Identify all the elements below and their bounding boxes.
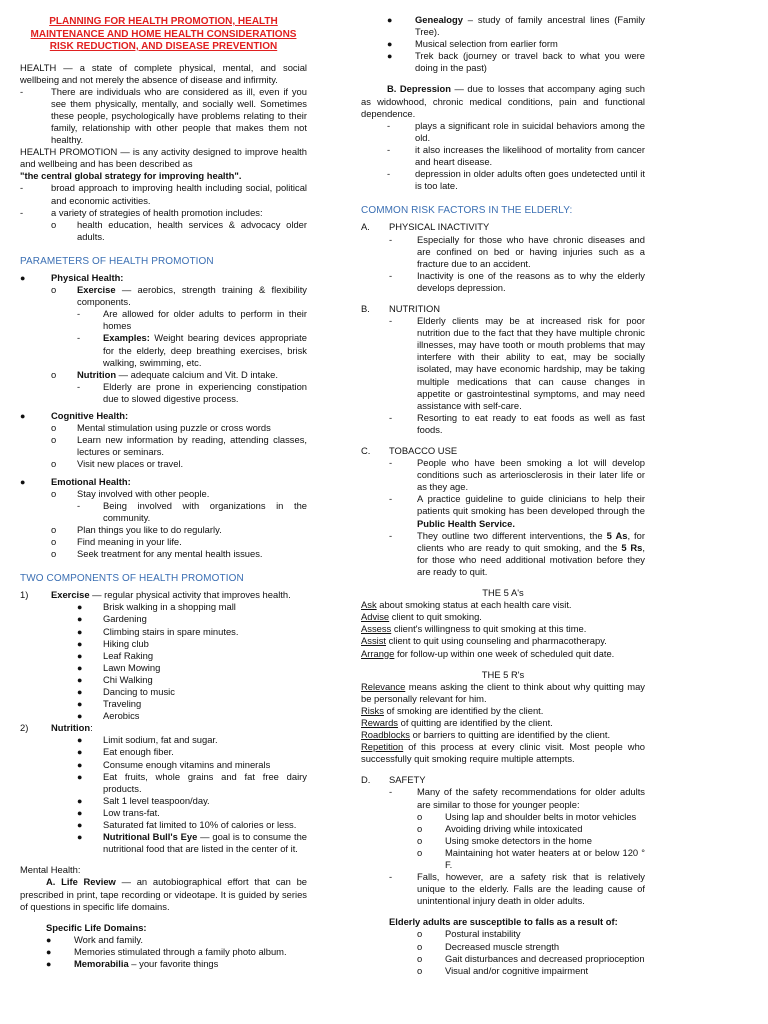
mental-health-label: Mental Health: bbox=[20, 864, 81, 876]
list-item: ● Saturated fat limited to 10% of calories or less. bbox=[77, 819, 297, 831]
list-item: 1) Exercise — regular physical activity that improves health. bbox=[20, 589, 291, 601]
five-r-item: Risks of smoking are identified by the client. bbox=[361, 704, 544, 716]
risk-factor-heading: A. PHYSICAL INACTIVITY bbox=[361, 221, 490, 233]
document-title: PLANNING FOR HEALTH PROMOTION, HEALTH MAINTENANCE AND HOME HEALTH CONSIDERATIONS RISK REDUCTION, AND DISEASE PREVENTION bbox=[30, 16, 297, 52]
list-item: o Stay involved with other people. bbox=[51, 487, 210, 499]
list-item: - A practice guideline to guide clinicians to help their patients quit smoking has been developed through the Public Health Service. bbox=[389, 493, 645, 529]
risk-factor-heading: B. NUTRITION bbox=[361, 302, 441, 314]
list-item: ● Chi Walking bbox=[77, 673, 153, 685]
list-item: o Learn new information by reading, attending classes, lectures or seminars. bbox=[51, 434, 307, 458]
list-item: - Falls, however, are a safety risk that is relatively unique to the elderly. Falls are the leading cause of unintentional injury death in older adults. bbox=[389, 871, 645, 907]
list-item: ● Hiking club bbox=[77, 637, 149, 649]
right-column bbox=[361, 14, 645, 977]
five-a-item: Assist client to quit using counseling and pharmacotherapy. bbox=[361, 635, 607, 647]
left-column bbox=[20, 14, 307, 970]
list-item: o Mental stimulation using puzzle or cross words bbox=[51, 422, 271, 434]
list-item: o Postural instability bbox=[417, 928, 521, 940]
section-heading-parameters: PARAMETERS OF HEALTH PROMOTION bbox=[20, 255, 214, 267]
list-item: ● Gardening bbox=[77, 613, 147, 625]
list-item: ● Climbing stairs in spare minutes. bbox=[77, 625, 239, 637]
five-a-item: Ask about smoking status at each health care visit. bbox=[361, 599, 572, 611]
list-item: o Avoiding driving while intoxicated bbox=[417, 822, 583, 834]
five-a-item: Assess client's willingness to quit smoking at this time. bbox=[361, 623, 587, 635]
five-r-heading: THE 5 R's bbox=[481, 668, 525, 680]
list-item: ● Memories stimulated through a family photo album. bbox=[46, 945, 287, 957]
list-item: ● Low trans-fat. bbox=[77, 806, 160, 818]
falls-heading: Elderly adults are susceptible to falls as a result of: bbox=[389, 916, 618, 928]
list-item: ● Cognitive Health: bbox=[20, 410, 129, 422]
list-item: ● Lawn Mowing bbox=[77, 661, 161, 673]
list-item: ● Physical Health: bbox=[20, 272, 124, 283]
health-promotion-quote: "the central global strategy for improving health". bbox=[20, 170, 242, 182]
list-item: - Examples: Weight bearing devices appropriate for the elderly, deep breathing exercises, brisk walking, swimming, etc. bbox=[77, 332, 307, 368]
list-item: ● Leaf Raking bbox=[77, 649, 154, 661]
life-review: A. Life Review — an autobiographical effort that can be prescribed in print, tape recording or videotape. It is guided by series of questions in specific life domains. bbox=[20, 876, 308, 912]
list-item: o Plan things you like to do regularly. bbox=[51, 523, 222, 535]
list-item: ● Genealogy – study of family ancestral lines (Family Tree). bbox=[387, 14, 645, 38]
list-item: - plays a significant role in suicidal behaviors among the old. bbox=[387, 119, 645, 143]
list-item: ● Traveling bbox=[77, 698, 142, 710]
risk-factor-heading: C. TOBACCO USE bbox=[361, 445, 458, 456]
five-a-heading: THE 5 A's bbox=[482, 587, 524, 599]
depression-definition: B. Depression — due to losses that accompany aging such as widowhood, chronic medical conditions, pain and functional dependence. bbox=[361, 83, 645, 119]
list-item: - Resorting to eat ready to eat foods as well as fast foods. bbox=[389, 411, 645, 435]
list-item: ● Nutritional Bull's Eye — goal is to consume the nutritional food that are listed in the center of it. bbox=[77, 831, 307, 855]
list-item: ● Memorabilia – your favorite things bbox=[46, 957, 219, 969]
five-a-item: Arrange for follow-up within one week of scheduled quit date. bbox=[361, 647, 615, 659]
list-item: - Inactivity is one of the reasons as to why the elderly develops depression. bbox=[389, 269, 645, 293]
list-item: ● Brisk walking in a shopping mall bbox=[77, 601, 236, 613]
list-item: ● Work and family. bbox=[46, 933, 143, 945]
section-heading-two-components: TWO COMPONENTS OF HEALTH PROMOTION bbox=[20, 573, 244, 585]
list-item: o health education, health services & advocacy older adults. bbox=[51, 218, 307, 242]
list-item: ● Eat fruits, whole grains and fat free dairy products. bbox=[77, 770, 307, 794]
list-item: - broad approach to improving health including social, political and economic activities. bbox=[20, 182, 307, 206]
list-item: ● Dancing to music bbox=[77, 686, 175, 697]
list-item: - Elderly clients may be at increased risk for poor nutrition due to the fact that they have multiple chronic illnesses, may have tooth or mouth problems that may interfere with their ability to eat, may be socially isolated, may have economic hardship, may be taking multiple medications that can cause changes in appetite or gastrointestinal symptoms, and may need assistance with self-care. bbox=[389, 315, 645, 411]
list-item: ● Salt 1 level teaspoon/day. bbox=[77, 794, 210, 806]
list-item: - it also increases the likelihood of mortality from cancer and heart disease. bbox=[387, 143, 645, 168]
five-r-item: Rewards of quitting are identified by the client. bbox=[361, 716, 553, 728]
risk-factor-heading: D. SAFETY bbox=[361, 774, 426, 786]
list-item: ● Eat enough fiber. bbox=[77, 746, 174, 758]
list-item: - Many of the safety recommendations for older adults are similar to those for younger people: bbox=[389, 786, 645, 810]
list-item: o Decreased muscle strength bbox=[417, 940, 560, 952]
five-r-item: Roadblocks or barriers to quitting are identified by the client. bbox=[361, 729, 611, 741]
section-heading-risk-factors: COMMON RISK FACTORS IN THE ELDERLY: bbox=[361, 205, 573, 217]
list-item: ● Limit sodium, fat and sugar. bbox=[77, 734, 218, 746]
list-item: o Find meaning in your life. bbox=[51, 535, 182, 547]
list-item: o Visit new places or travel. bbox=[51, 458, 184, 470]
list-item: o Maintaining hot water heaters at or below 120 ° F. bbox=[417, 846, 645, 870]
list-item: o Nutrition — adequate calcium and Vit. D intake. bbox=[51, 368, 278, 380]
list-item: ● Emotional Health: bbox=[20, 475, 131, 487]
list-item: ● Trek back (journey or travel back to what you were doing in the past) bbox=[387, 50, 645, 74]
list-item: - Being involved with organizations in the community. bbox=[77, 499, 307, 523]
list-item: 2) Nutrition: bbox=[20, 722, 93, 734]
five-r-item: Relevance means asking the client to think about why quitting may be personally relevant for him. bbox=[361, 680, 645, 704]
list-item: - There are individuals who are considered as ill, even if you see them physically, mentally, and socially well. Sometimes these people, psychologically have problems relating to their family, relationship with other people that makes them not healthy. bbox=[20, 85, 307, 146]
list-item: ● Aerobics bbox=[77, 710, 140, 722]
list-item: o Gait disturbances and decreased proprioception bbox=[417, 952, 645, 964]
life-domains-label: Specific Life Domains: bbox=[46, 921, 147, 933]
list-item: - They outline two different interventions, the 5 As, for clients who are ready to quit smoking, and the 5 Rs, for those who need additional motivation before they are ready to quit. bbox=[389, 529, 645, 577]
health-promotion-definition: HEALTH PROMOTION — is any activity designed to improve health and wellbeing and has been described as bbox=[20, 146, 307, 170]
list-item: - People who have been smoking a lot will develop conditions such as arteriosclerosis in their later life or as they age. bbox=[389, 457, 645, 493]
list-item: - Are allowed for older adults to perform in their homes bbox=[77, 308, 307, 332]
list-item: o Using lap and shoulder belts in motor vehicles bbox=[417, 810, 637, 822]
list-item: o Seek treatment for any mental health issues. bbox=[51, 548, 263, 560]
list-item: ● Musical selection from earlier form bbox=[387, 38, 558, 50]
five-a-item: Advise client to quit smoking. bbox=[361, 611, 482, 623]
list-item: - a variety of strategies of health promotion includes: bbox=[20, 206, 263, 218]
list-item: - depression in older adults often goes undetected until it is too late. bbox=[387, 168, 645, 192]
list-item: ● Consume enough vitamins and minerals bbox=[77, 758, 271, 770]
list-item: o Exercise — aerobics, strength training & flexibility components. bbox=[51, 284, 307, 308]
list-item: - Elderly are prone in experiencing constipation due to slowed digestive process. bbox=[77, 380, 307, 404]
list-item: - Especially for those who have chronic diseases and are confined on bed or having injuries such as a fracture due to an accident. bbox=[389, 233, 645, 269]
five-r-item: Repetition of this process at every clinic visit. Most people who successfully quit smoking require multiple attempts. bbox=[361, 741, 645, 765]
health-definition: HEALTH — a state of complete physical, mental, and social wellbeing and not merely the absence of disease and infirmity. bbox=[20, 61, 307, 85]
list-item: o Visual and/or cognitive impairment bbox=[417, 964, 589, 976]
list-item: o Using smoke detectors in the home bbox=[417, 834, 592, 846]
